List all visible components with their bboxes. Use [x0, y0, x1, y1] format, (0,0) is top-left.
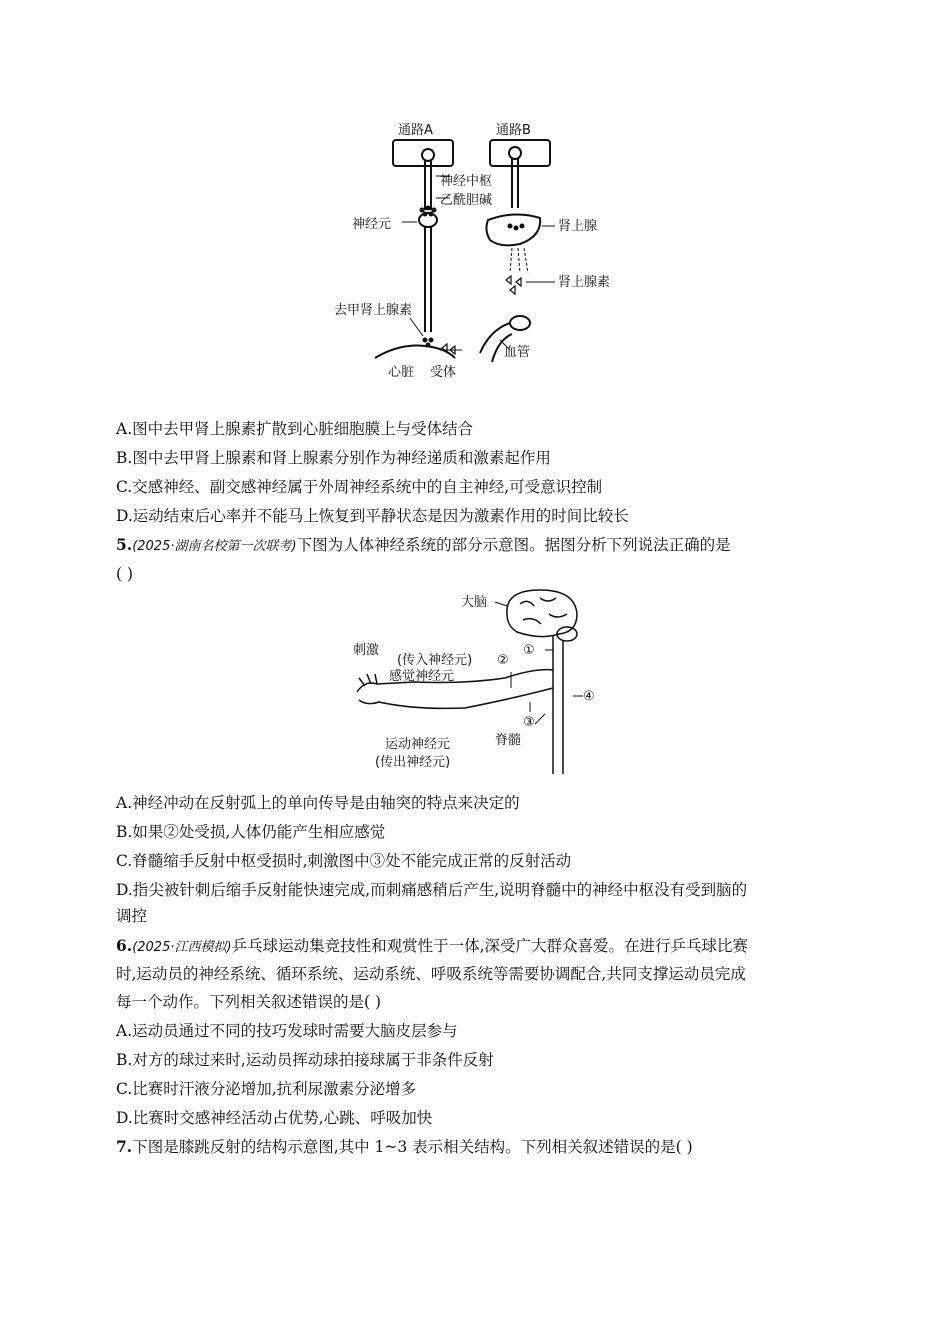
label-adrenal-gland: 肾上腺: [558, 219, 598, 234]
neuron-b-soma: [509, 147, 521, 159]
marker-4: ④: [583, 689, 595, 704]
nervous-system-diagram: [345, 584, 615, 774]
marker-3: ③: [523, 715, 535, 730]
spinal-cord-shape: [553, 636, 563, 774]
label-neuron: 神经元: [352, 217, 392, 232]
q6-source: (2025·江西模拟): [132, 940, 232, 955]
q4-option-b: B.图中去甲肾上腺素和肾上腺素分别作为神经递质和激素起作用: [116, 449, 551, 467]
q5-option-c: C.脊髓缩手反射中枢受损时,刺激图中③处不能完成正常的反射活动: [116, 852, 572, 870]
label-motor: 运动神经元: [385, 737, 451, 752]
pathway-diagram: [330, 118, 630, 390]
q4-option-c: C.交感神经、副交感神经属于外周神经系统中的自主神经,可受意识控制: [116, 478, 603, 496]
neuron-a-soma: [422, 149, 434, 161]
q5-stem-text: 下图为人体神经系统的部分示意图。据图分析下列说法正确的是: [296, 536, 731, 554]
q6-stem-line2: 时,运动员的神经系统、循环系统、运动系统、呼吸系统等需要协调配合,共同支撑运动员完成: [116, 965, 746, 983]
label-afferent: (传入神经元): [397, 653, 473, 668]
label-nerve-center: 神经中枢: [440, 174, 493, 189]
label-sensory: 感觉神经元: [389, 669, 455, 684]
q7-stem: [116, 1137, 693, 1157]
q6-stem-line1: [116, 936, 748, 958]
q7-number: 7.: [116, 1137, 133, 1156]
sensory-neuron-path: [357, 670, 553, 692]
brain-shape: [507, 590, 577, 637]
neuron-b-axon: [425, 227, 431, 332]
label-acetylcholine: 乙酰胆碱: [440, 193, 493, 208]
q5-source: (2025·湖南名校第一次联考): [132, 539, 297, 554]
label-blood-vessel: 血管: [504, 345, 531, 360]
q6-number: 6.: [116, 936, 133, 955]
label-stimulus: 刺激: [353, 643, 380, 658]
label-brain: 大脑: [461, 595, 488, 610]
q5-option-d-continued: 调控: [116, 907, 148, 925]
marker-2: ②: [497, 653, 509, 668]
label-norepinephrine: 去甲肾上腺素: [334, 303, 413, 318]
q4-option-a: A.图中去甲肾上腺素扩散到心脏细胞膜上与受体结合: [116, 420, 474, 438]
q6-stem-text: 乒乓球运动集竞技性和观赏性于一体,深受广大群众喜爱。在进行乒乓球比赛: [231, 937, 748, 955]
label-receptor: 受体: [430, 365, 457, 380]
label-heart: 心脏: [388, 365, 415, 380]
adrenal-gland-shape: [486, 214, 540, 245]
q5-option-d: D.指尖被针刺后缩手反射能快速完成,而刺痛感稍后产生,说明脊髓中的神经中枢没有受到脑的: [116, 881, 748, 899]
q6-option-c: C.比赛时汗液分泌增加,抗利尿激素分泌增多: [116, 1080, 417, 1098]
label-spinal-cord: 脊髓: [495, 733, 522, 748]
q5-stem: [116, 535, 731, 557]
q5-option-b: B.如果②处受损,人体仍能产生相应感觉: [116, 823, 386, 841]
q6-option-d: D.比赛时交感神经活动占优势,心跳、呼吸加快: [116, 1109, 433, 1127]
ganglion-neuron: [419, 213, 437, 227]
q4-option-d: D.运动结束后心率并不能马上恢复到平静状态是因为激素作用的时间比较长: [116, 507, 629, 525]
label-efferent: (传出神经元): [375, 755, 451, 770]
q7-stem-text: 下图是膝跳反射的结构示意图,其中 1~3 表示相关结构。下列相关叙述错误的是( ): [132, 1138, 693, 1156]
q6-option-a: A.运动员通过不同的技巧发球时需要大脑皮层参与: [116, 1022, 458, 1040]
label-pathway-b: 通路B: [496, 123, 531, 138]
marker-1: ①: [523, 643, 535, 658]
neuron-a-axon: [425, 161, 431, 210]
q5-option-a: A.神经冲动在反射弧上的单向传导是由轴突的特点来决定的: [116, 794, 520, 812]
label-pathway-a: 通路A: [398, 123, 433, 138]
q5-number: 5.: [116, 535, 133, 554]
q6-option-b: B.对方的球过来时,运动员挥动球拍接球属于非条件反射: [116, 1051, 494, 1069]
label-epinephrine: 肾上腺素: [558, 275, 611, 290]
q5-blank: ( ): [116, 565, 134, 583]
q6-stem-line3: 每一个动作。下列相关叙述错误的是( ): [116, 993, 382, 1011]
motor-neuron-path: [359, 688, 553, 708]
